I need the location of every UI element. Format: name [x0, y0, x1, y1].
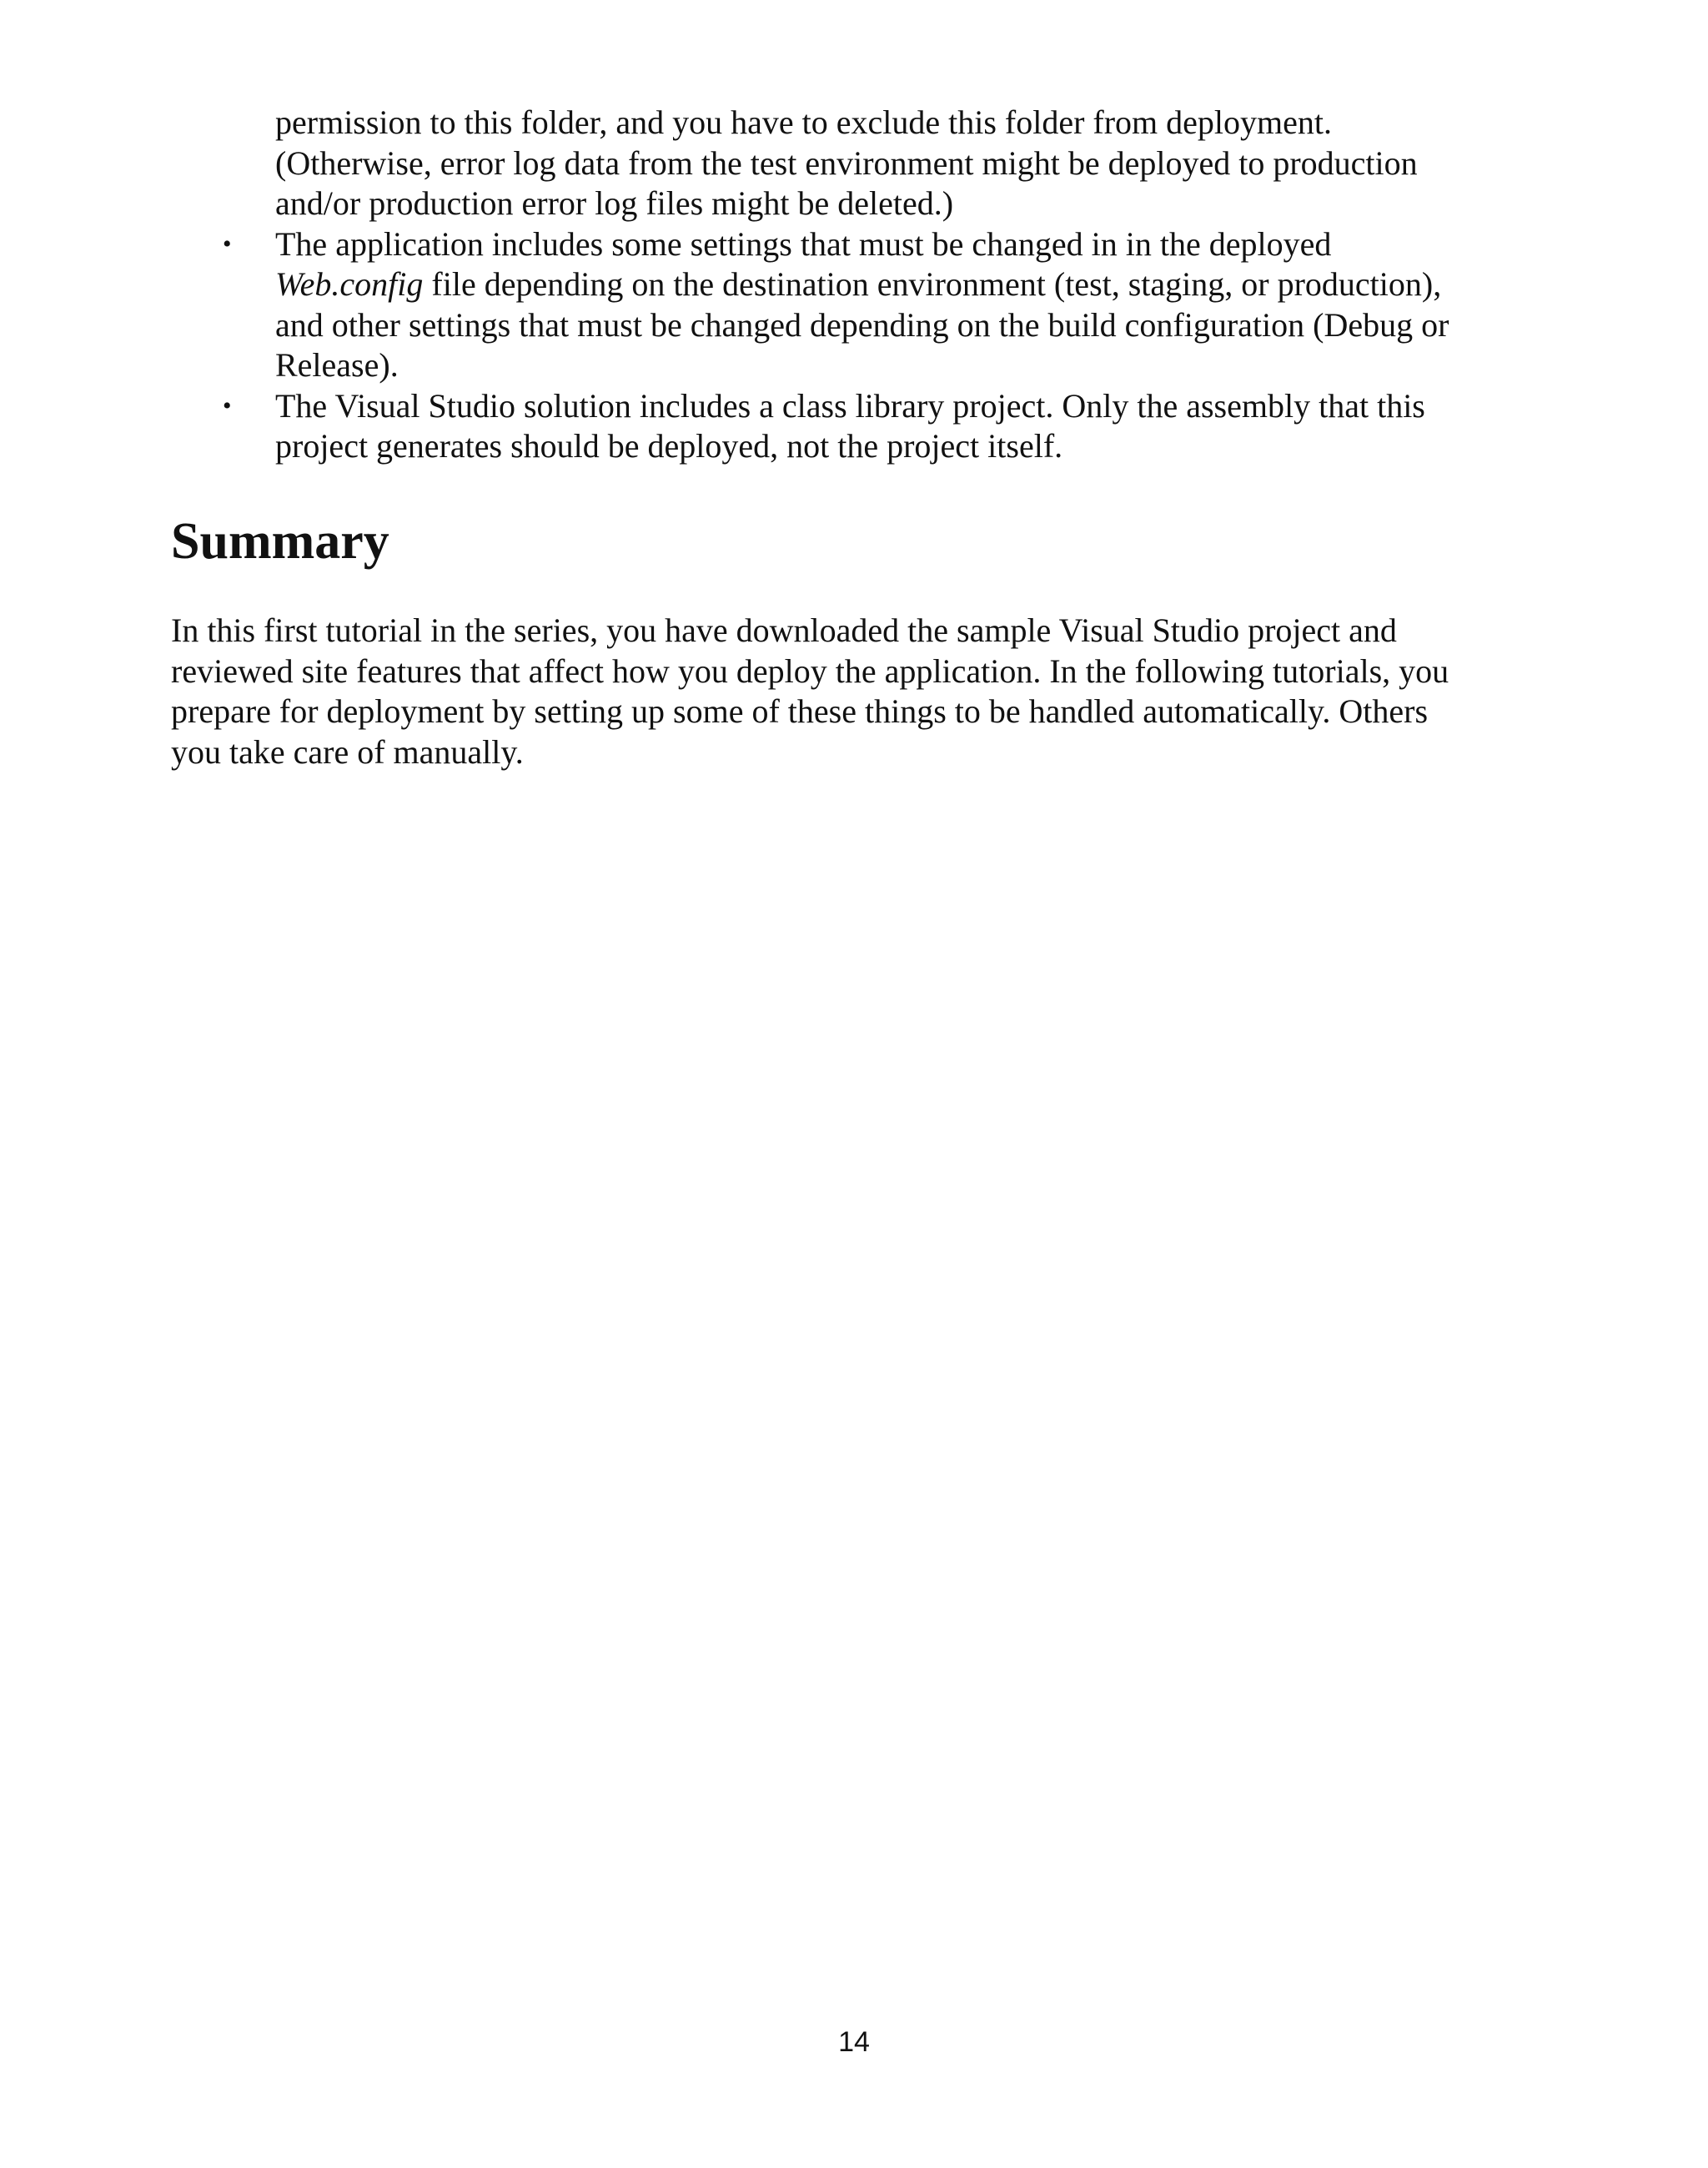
- bullet-icon: •: [223, 391, 232, 420]
- text-line: project generates should be deployed, not the project itself.: [275, 427, 1063, 465]
- text-line: The Visual Studio solution includes a class library project. Only the assembly that this: [275, 386, 1425, 425]
- page-number: 14: [838, 2026, 870, 2058]
- text-line: reviewed site features that affect how you deploy the application. In the following tutorials, you: [171, 651, 1449, 690]
- text-line: and/or production error log files might be deleted.): [275, 184, 954, 222]
- summary-paragraph: [171, 611, 1539, 772]
- list-item: [171, 224, 1539, 386]
- list-item: [171, 386, 1539, 467]
- text-line: [275, 264, 1539, 305]
- text-line: and other settings that must be changed depending on the build configuration (Debug or: [275, 305, 1449, 344]
- bullet-list: [171, 103, 1539, 467]
- text-line: The application includes some settings that must be changed in in the deployed: [275, 224, 1332, 263]
- section-heading: Summary: [171, 513, 389, 570]
- text-fragment: file depending on the destination environment (test, staging, or production),: [423, 265, 1442, 303]
- filename-italic: Web.config: [275, 265, 424, 303]
- text-line: In this first tutorial in the series, you have downloaded the sample Visual Studio project and: [171, 611, 1397, 649]
- text-line: Release).: [275, 346, 399, 384]
- bullet-icon: •: [223, 229, 232, 258]
- text-line: permission to this folder, and you have to exclude this folder from deployment.: [275, 103, 1333, 141]
- text-line: you take care of manually.: [171, 732, 524, 771]
- list-item-continued: [171, 103, 1539, 224]
- text-line: prepare for deployment by setting up some of these things to be handled automatically. Others: [171, 692, 1429, 730]
- text-line: (Otherwise, error log data from the test environment might be deployed to production: [275, 143, 1418, 182]
